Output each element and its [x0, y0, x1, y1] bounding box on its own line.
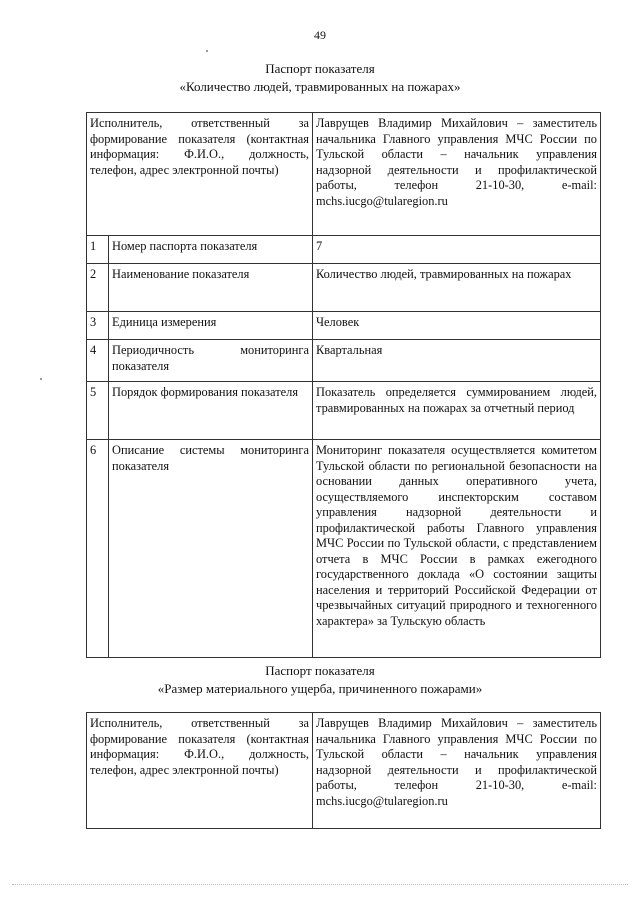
- page-number: 49: [314, 28, 326, 42]
- row-label: Номер паспорта показателя: [109, 236, 313, 264]
- scan-speck: [40, 378, 42, 380]
- passport-2-title-line2: «Размер материального ущерба, причиненного пожарами»: [157, 681, 483, 696]
- table-row: [87, 382, 601, 440]
- passport-2-title-line1: Паспорт показателя: [265, 663, 375, 678]
- row-number: 1: [87, 236, 109, 264]
- table-row: [87, 312, 601, 340]
- row-label: Периодичность мониторинга показателя: [109, 340, 313, 382]
- row-value: Квартальная: [313, 340, 601, 382]
- row-number: 5: [87, 382, 109, 440]
- scan-edge-line: [12, 884, 628, 885]
- scan-speck: [206, 50, 208, 52]
- row-value: Мониторинг показателя осуществляется комитетом Тульской области по региональной безопасности на основании данных оперативного учета, осуществляемого инспекторским составом управления надзорной деятельности и профилактической работы Главного управления МЧС России по Тульской области, с представлением отчета в МЧС России в рамках ежегодного государственного доклада «О состоянии защиты населения и территорий Российской Федерации от чрезвычайных ситуаций природного и техногенного характера» за Тульскую область: [313, 440, 601, 658]
- executor-value: Лаврущев Владимир Михайлович – заместитель начальника Главного управления МЧС России по Тульской области – начальник управления надзорной деятельности и профилактической работы, телефон 21-10-30, e-mail: mchs.iucgo@tularegion.ru: [313, 713, 601, 829]
- executor-label: Исполнитель, ответственный за формирование показателя (контактная информация: Ф.И.О., должность, телефон, адрес электронной почты): [87, 713, 313, 829]
- executor-row: [87, 713, 601, 829]
- executor-row: [87, 113, 601, 236]
- table-row: [87, 340, 601, 382]
- passport-1-title: [0, 60, 640, 96]
- executor-label: Исполнитель, ответственный за формирование показателя (контактная информация: Ф.И.О., должность, телефон, адрес электронной почты): [87, 113, 313, 236]
- table-row: [87, 264, 601, 312]
- row-label: Описание системы мониторинга показателя: [109, 440, 313, 658]
- executor-value: Лаврущев Владимир Михайлович – заместитель начальника Главного управления МЧС России по Тульской области – начальник управления надзорной деятельности и профилактической работы, телефон 21-10-30, e-mail: mchs.iucgo@tularegion.ru: [313, 113, 601, 236]
- table-row: [87, 440, 601, 658]
- row-number: 6: [87, 440, 109, 658]
- passport-1-table: [86, 112, 601, 658]
- row-label: Наименование показателя: [109, 264, 313, 312]
- row-value: Количество людей, травмированных на пожарах: [313, 264, 601, 312]
- passport-1-title-line1: Паспорт показателя: [265, 61, 375, 76]
- row-label: Единица измерения: [109, 312, 313, 340]
- passport-1-title-line2: «Количество людей, травмированных на пожарах»: [179, 79, 461, 94]
- passport-2-title: [0, 662, 640, 698]
- row-number: 4: [87, 340, 109, 382]
- row-label: Порядок формирования показателя: [109, 382, 313, 440]
- row-number: 3: [87, 312, 109, 340]
- row-value: Показатель определяется суммированием людей, травмированных на пожарах за отчетный период: [313, 382, 601, 440]
- row-value: Человек: [313, 312, 601, 340]
- row-number: 2: [87, 264, 109, 312]
- row-value: 7: [313, 236, 601, 264]
- passport-2-table: [86, 712, 601, 829]
- table-row: [87, 236, 601, 264]
